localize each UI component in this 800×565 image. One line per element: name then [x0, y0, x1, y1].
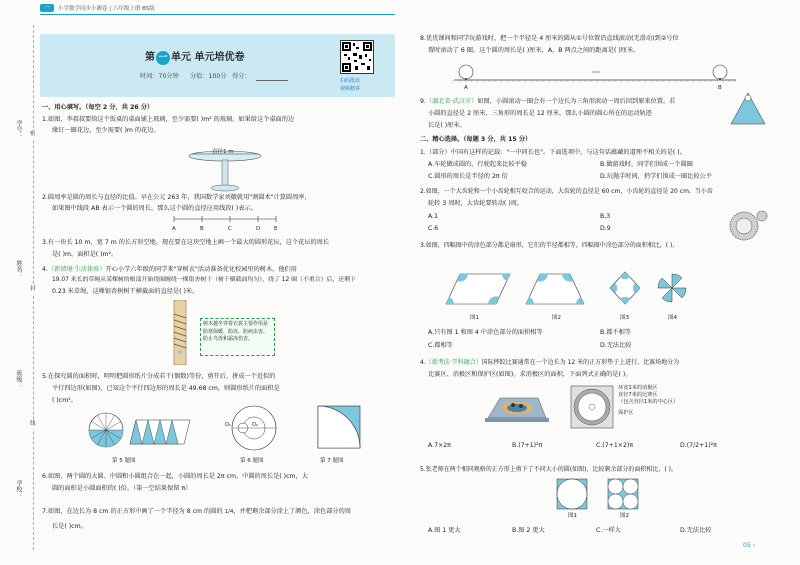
mc3-caption-3: 图3	[620, 315, 629, 321]
q5-line3: ( )cm²。	[52, 397, 77, 404]
mc2-option-d[interactable]: D.9	[600, 225, 611, 232]
q6-caption: 第 6 题图	[240, 458, 264, 464]
mc4-mat-diagram	[570, 385, 614, 429]
score-label: 得分：	[232, 73, 251, 80]
q1-line1: 1.如图，李叔叔要给这个饭桌的桌面铺上玻璃，至少需要( )m² 的玻璃。如果给这个桌面的边	[42, 116, 295, 123]
q7-line2: 长是( )cm。	[52, 523, 87, 530]
section-1-heading: 一、用心填写。（每空 2 分，共 26 分）	[42, 104, 154, 111]
header-badge-text: 一	[44, 5, 50, 11]
mc3-question: 3.如图，四幅图中的涂色部分都是扇形，它们的半径都相等，四幅图中涂色部分的面积相比，( )。	[420, 242, 679, 249]
school-label: 学校：	[15, 480, 22, 498]
q1-diameter-label: 直径1 m	[212, 149, 234, 155]
tree-figure	[165, 300, 195, 365]
time-limit: 时间：70分钟	[140, 73, 179, 80]
mc4-mat-photo	[480, 388, 550, 426]
header-title: 小学数学同步小测卷 | 六年级上册 BS版	[58, 6, 155, 12]
q9-line3: 长是( )厘米。	[428, 122, 466, 129]
mc3-caption-2: 图2	[552, 315, 561, 321]
mc5-option-a[interactable]: A.图 1 更大	[428, 527, 461, 534]
mc1-option-d[interactable]: D.玩抛手时间，扔学们围成一圈比较公平	[600, 173, 712, 180]
mc2-option-b[interactable]: B.3	[600, 213, 611, 220]
mc4-option-d[interactable]: D.(7/2+1)²π	[680, 442, 717, 449]
q5-line1: 5.在探究圆的面积时，明明把圆形纸片分成若干(偶数)等份，剪开后，拼成一个近似的	[42, 373, 276, 380]
mc4-option-a[interactable]: A.7×2π	[428, 442, 451, 449]
unit-title: 第 一 单元 单元培优卷	[145, 52, 245, 63]
q1-line2: 缘钉一圈花边，至少需要( )m 的花边。	[52, 127, 160, 134]
q2-label-d: D	[256, 226, 261, 232]
mc1-option-a[interactable]: A.车轮做成圆的，行驶起来比较平稳	[428, 161, 527, 168]
q4-line2: 19.07 米长的草绳从某棵树的根部开始绕圈缠绕一棵银杏树干（树干横截面均匀），绕了 12 圈（不重合）后，还剩下	[52, 277, 356, 283]
q6-label-o2: O₂	[252, 422, 258, 428]
q2-label-a: A	[172, 226, 176, 232]
mc4-option-c[interactable]: C.(7+1×2)π	[596, 442, 634, 449]
qr-code[interactable]	[340, 40, 374, 74]
mc5-caption-1: 图1	[568, 513, 577, 519]
q5-figure	[86, 408, 194, 456]
mc4-legend-2: 直径7米的比赛区	[618, 392, 658, 398]
q2-label-e: E	[274, 226, 278, 232]
gear-figure	[728, 208, 768, 244]
q2-segment-figure	[170, 216, 280, 230]
q2-line2: 如果图中线段 AB 表示一个圆的周长，那么这个圆的直径应用线段( )表示。	[52, 205, 257, 212]
seal-mark-3: 线	[30, 421, 36, 427]
mc2-option-c[interactable]: C.6	[428, 225, 439, 232]
mc4-legend-1: 环宽1米的消极区	[618, 385, 658, 391]
mc3-caption-4: 图4	[668, 315, 677, 321]
q2-label-c: C	[228, 226, 232, 232]
section-2-heading: 二、精心选择。（每题 3 分，共 15 分）	[420, 136, 532, 143]
mc4-legend-4: 保护区	[618, 410, 634, 416]
q6-line2: 圆的面积是小圆面积的( )倍。（第一空结果保留 π）	[52, 485, 192, 492]
mc3-figures	[440, 268, 700, 308]
mc5-option-b[interactable]: B.图 2 更大	[512, 527, 545, 534]
seal-mark-2: 封	[30, 286, 36, 292]
mc5-caption-2: 图2	[620, 513, 629, 519]
q3-line2: 是( )m，面积是( )m²。	[52, 251, 118, 258]
q9-line1: 9.（湖北省·武汉市）如图，小圆滚动一圈会有一个边长为三角形滚动一周后回到原来位置。若	[420, 98, 676, 105]
page-number: 05 ›	[743, 542, 755, 549]
mc1-question: 1.（部分）中国有这样的记载："一中同长也"。下面选项中，与这句话蕴藏的道理不相关的是( )。	[420, 149, 686, 156]
q8-label-b: B	[718, 85, 722, 91]
mc4-legend-3: （包含直径1米的中心区）	[618, 399, 679, 405]
mc3-caption-1: 图1	[470, 315, 479, 321]
q4-line3: 0.23 米草绳，这棵银杏树树干横截面的直径是( )米。	[52, 288, 199, 295]
q6-line1: 6.如图，两个圆的大圆、中圆和小圆组合在一起，小圆的周长是 2π cm，中圆的周长是( )cm，大	[42, 473, 308, 480]
q7-figure	[316, 404, 362, 450]
q2-label-b: B	[200, 226, 204, 232]
mc3-option-a[interactable]: A.只有图 1 和图 4 中涂色部分的面积相等	[428, 329, 543, 336]
seal-mark-1: 密	[30, 131, 36, 137]
mc5-question: 5.张老师在两个相同规格的正方形上剪下了不同大小的圆(如图)，比较剩余部分的面积相比，( )。	[420, 466, 677, 473]
mc2-line2: 轮转 3 周时，大齿轮要转动( )周。	[428, 200, 524, 207]
mc1-option-c[interactable]: C.圆形的周长是半径的 2π 倍	[428, 173, 508, 180]
q8-rolling-figure	[452, 60, 742, 88]
full-score: 分值：100分	[190, 73, 227, 80]
q2-line1: 2.圆周率是圆的周长与直径的比值。早在公元 263 年，我国数学家刘徽就用"割圆术"计算圆周率，	[42, 194, 311, 201]
student-id-label: 学号：	[15, 120, 22, 138]
q4-line1: 4.（新情境·生活体验）开心小学六年级的同学来"穿树衣"活动准备优化校园里的树木。他们用	[42, 266, 297, 273]
mc2-option-a[interactable]: A.1	[428, 213, 439, 220]
header-rule	[40, 14, 395, 15]
mc5-option-c[interactable]: C.一样大	[596, 527, 621, 534]
header-badge	[40, 4, 54, 12]
mc5-figures	[556, 478, 640, 510]
mc4-line2: 比赛区、消极区和保护区(如图)。求消极区的面积，下面列式正确的是( )。	[428, 371, 632, 378]
q7-caption: 第 7 题图	[320, 458, 344, 464]
q9-line2: 小圆的直径是 2 厘米，三角形的周长是 12 厘米，那么小圆的圆心所在的运动轨迹	[428, 110, 652, 117]
q9-triangle-figure	[728, 90, 768, 128]
class-label: 班级：	[15, 370, 22, 388]
mc4-option-b[interactable]: B.(7+1)²π	[512, 442, 543, 449]
mc2-line1: 2.如图，一个大齿轮和一个小齿轮相互咬合的运动，大齿轮的直径是 60 cm，小齿轮的直径是 20 cm。当小齿	[420, 188, 713, 195]
q5-line2: 平行四边形(如图)，已知这个平行四边形的周长是 49.68 cm，则圆形纸片的面积是	[52, 385, 280, 392]
q4-note-box: 树木越冬穿着衣裳主要作用是防寒保暖、防冻、防病虫害、防止鸟兽和霜冻伤害。	[200, 318, 275, 356]
qr-caption-2: 视频精讲	[340, 86, 361, 92]
score-blank[interactable]	[256, 80, 288, 81]
q8-line2: 置时滚动了 6 圈，这个圆的周长是( )厘米，A，B 两点之间的距离是( )厘米。	[428, 47, 640, 54]
q7-line1: 7.如图，在边长为 8 cm 的正方形中画了一个半径为 8 cm 的圆的 1/4，并把剩余部分涂上了颜色，涂色部分的周	[42, 508, 351, 515]
q8-label-a: A	[464, 85, 468, 91]
mc1-option-b[interactable]: B.做游戏时，同学们围成一个圆圈	[600, 161, 693, 168]
q8-line1: 8.优优课间和同学玩游戏时，把一个半径是 4 厘米的圆从①号位置沿直线滚动(无滑动)到②号位	[420, 35, 679, 42]
name-label: 姓名：	[15, 260, 22, 278]
q3-line1: 3.有一块长 10 m，宽 7 m 的长方形空地，现在要在这块空地上画一个最大的圆形花坛，这个花坛的周长	[42, 239, 330, 246]
mc3-option-b[interactable]: B.都不相等	[600, 329, 631, 336]
mc3-option-c[interactable]: C.都相等	[428, 342, 453, 349]
mc4-line1: 4.（新考法·学科融合）国际摔跤比赛通常在一个边长为 12 米的正方形垫子上进行，比赛场地分为	[420, 359, 680, 366]
q5-caption: 第 5 题图	[112, 458, 136, 464]
mc3-option-d[interactable]: D.无法比较	[600, 342, 632, 349]
q6-label-o1: O₁	[225, 422, 231, 428]
qr-caption-1: 扫码批改	[340, 78, 361, 84]
mc5-option-d[interactable]: D.无法比较	[680, 527, 712, 534]
